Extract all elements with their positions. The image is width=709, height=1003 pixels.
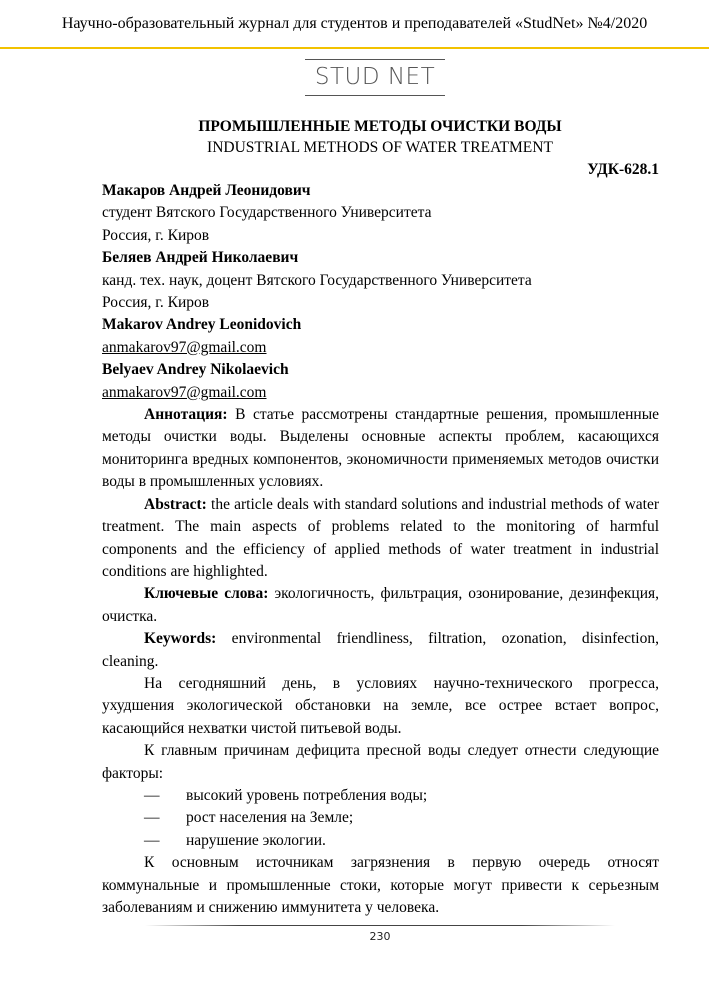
udk-code: УДК-628.1 — [587, 161, 659, 178]
article-title-ru: ПРОМЫШЛЕННЫЕ МЕТОДЫ ОЧИСТКИ ВОДЫ — [198, 118, 562, 135]
author-position: канд. тех. наук, доцент Вятского Государственного Университета — [102, 271, 532, 289]
abstract-en — [102, 494, 659, 584]
keywords-en-text: environmental friendliness, filtration, ozonation, disinfection, cleaning. — [102, 630, 659, 670]
author-position: студент Вятского Государственного Университета — [102, 204, 432, 222]
abstract-en-text: the article deals with standard solutions and industrial methods of water treatment. The main aspects of problems related to the monitoring of harmful components and the efficiency of applied methods of water treatment in industrial conditions are highlighted. — [102, 495, 659, 580]
body-paragraph: На сегодняшний день, в условиях научно-технического прогресса, ухудшения экологической обстановки на земле, все острее встает вопрос, касающийся нехватки чистой питьевой воды. — [102, 674, 659, 737]
list-item — [102, 830, 659, 852]
keywords-ru-label: Ключевые слова: — [144, 585, 269, 603]
logo-bottom-line — [305, 95, 445, 96]
body-paragraph: К основным источникам загрязнения в первую очередь относят коммунальные и промышленные стоки, которые могут привести к серьезным заболеваниям и снижению иммунитета у человека. — [102, 854, 659, 916]
list-item-text: высокий уровень потребления воды; — [186, 786, 428, 804]
journal-header: Научно-образовательный журнал для студентов и преподавателей «StudNet» №4/2020 — [0, 0, 709, 49]
author-name: Беляев Андрей Николаевич — [102, 249, 299, 267]
author-location: Россия, г. Киров — [102, 226, 210, 244]
author-name-en: Belyaev Andrey Nikolaevich — [102, 361, 289, 379]
list-item-text: рост населения на Земле; — [186, 809, 354, 827]
dash-bullet: — — [144, 786, 160, 804]
abstract-en-label: Abstract: — [144, 495, 207, 513]
author-name: Макаров Андрей Леонидович — [102, 182, 311, 199]
keywords-ru — [102, 583, 659, 628]
abstract-ru-text: В статье рассмотрены стандартные решения, промышленные методы очистки воды. Выделены основные аспекты проблем, касающихся мониторинга вредных компонентов, экономичности применяемых методов очистки воды в промышленных условиях. — [102, 406, 659, 491]
author-email-link[interactable]: anmakarov97@gmail.com — [102, 383, 267, 401]
keywords-ru-text: экологичность, фильтрация, озонирование, дезинфекция, очистка. — [102, 585, 659, 625]
article-title-en: INDUSTRIAL METHODS OF WATER TREATMENT — [207, 139, 553, 156]
dash-bullet: — — [144, 809, 160, 827]
list-item — [102, 785, 659, 807]
footer-divider — [145, 925, 615, 926]
abstract-ru-label: Аннотация: — [144, 406, 228, 424]
dash-bullet: — — [144, 831, 160, 849]
body-paragraph: К главным причинам дефицита пресной воды следует отнести следующие факторы: — [102, 742, 659, 782]
author-email-link[interactable]: anmakarov97@gmail.com — [102, 338, 267, 356]
list-item-text: нарушение экологии. — [186, 831, 326, 849]
keywords-en-label: Keywords: — [144, 630, 217, 648]
studnet-logo — [305, 59, 445, 97]
article-body — [102, 180, 659, 919]
list-item — [102, 807, 659, 829]
logo-text: STUD NET — [314, 64, 436, 90]
logo-top-line — [305, 59, 445, 60]
keywords-en — [102, 628, 659, 673]
abstract-ru — [102, 404, 659, 494]
author-location: Россия, г. Киров — [102, 294, 210, 312]
page-number: 230 — [369, 930, 391, 943]
author-name-en: Makarov Andrey Leonidovich — [102, 316, 302, 334]
